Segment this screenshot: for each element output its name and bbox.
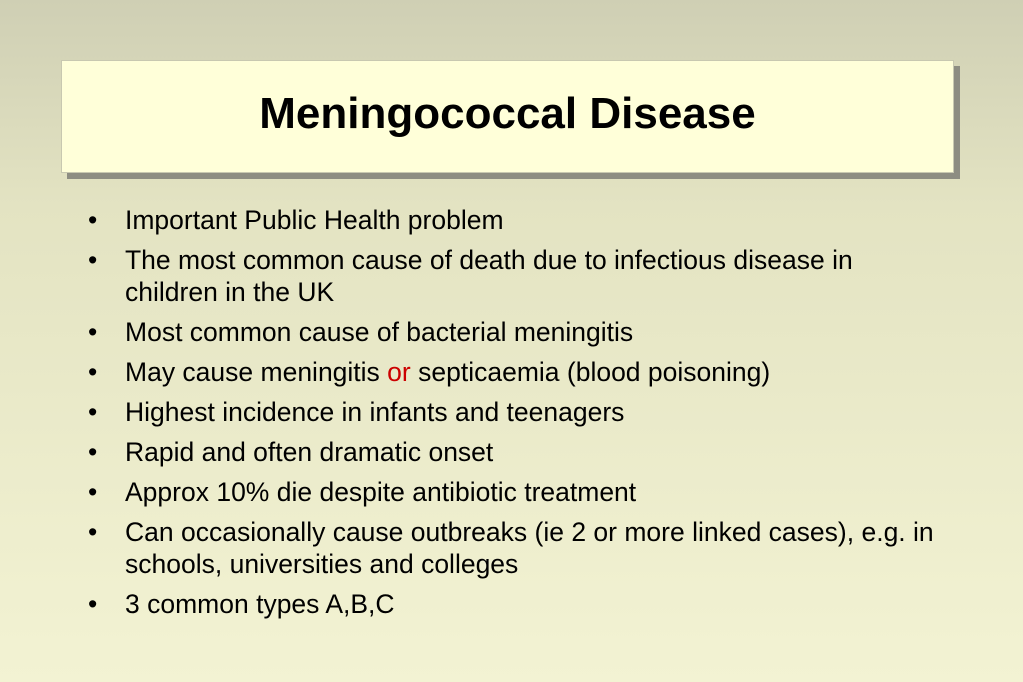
bullet-item bbox=[88, 588, 948, 620]
bullet-icon: • bbox=[88, 437, 98, 467]
bullet-list bbox=[88, 204, 948, 628]
bullet-icon: • bbox=[88, 477, 98, 507]
slide-title: Meningococcal Disease bbox=[259, 88, 756, 138]
bullet-item bbox=[88, 204, 948, 236]
bullet-text: Rapid and often dramatic onset bbox=[125, 437, 494, 467]
bullet-item bbox=[88, 396, 948, 428]
bullet-text: Most common cause of bacterial meningitis bbox=[125, 317, 634, 347]
bullet-item bbox=[88, 476, 948, 508]
highlighted-word: or bbox=[387, 357, 411, 387]
bullet-icon: • bbox=[88, 317, 98, 347]
bullet-text: The most common cause of death due to infectious disease in children in the UK bbox=[125, 245, 853, 307]
bullet-text: Important Public Health problem bbox=[125, 205, 504, 235]
bullet-item bbox=[88, 356, 948, 388]
bullet-text: 3 common types A,B,C bbox=[125, 589, 395, 619]
bullet-text: Approx 10% die despite antibiotic treatment bbox=[125, 477, 637, 507]
bullet-icon: • bbox=[88, 589, 98, 619]
bullet-icon: • bbox=[88, 517, 98, 547]
bullet-item bbox=[88, 436, 948, 468]
bullet-item bbox=[88, 316, 948, 348]
bullet-icon: • bbox=[88, 357, 98, 387]
bullet-icon: • bbox=[88, 205, 98, 235]
title-box bbox=[61, 60, 954, 173]
bullet-icon: • bbox=[88, 397, 98, 427]
bullet-text-after: septicaemia (blood poisoning) bbox=[410, 357, 771, 387]
bullet-icon: • bbox=[88, 245, 98, 275]
bullet-item bbox=[88, 244, 948, 308]
bullet-text: Can occasionally cause outbreaks (ie 2 or more linked cases), e.g. in schools, universities and colleges bbox=[125, 517, 934, 579]
bullet-text-before: May cause meningitis bbox=[125, 357, 388, 387]
bullet-item bbox=[88, 516, 948, 580]
bullet-text: Highest incidence in infants and teenagers bbox=[125, 397, 625, 427]
